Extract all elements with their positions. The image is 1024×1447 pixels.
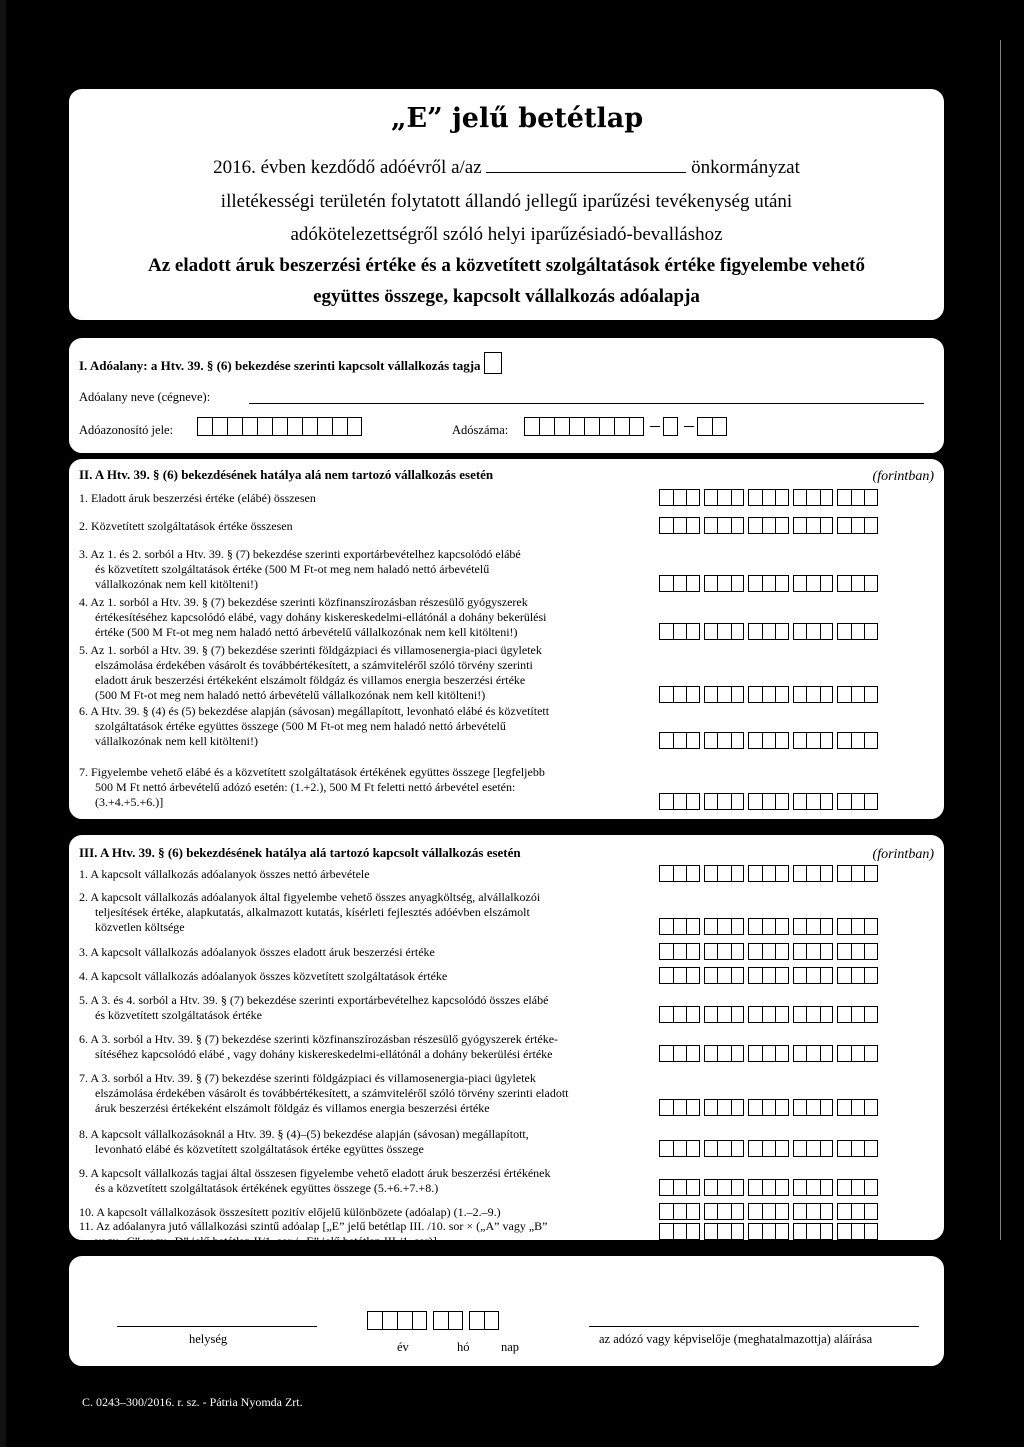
row-text: vállalkozónak nem kell kitölteni!) — [95, 577, 258, 591]
row-text: értéke (500 M Ft-ot meg nem haladó nettó árbevételű vállalkozónak nem kell kitölteni!) — [95, 625, 518, 639]
amount-boxes[interactable] — [659, 1179, 882, 1196]
row-text: 7. Figyelembe vehető elábé és a közvetített szolgáltatások értékének együttes összege [legfeljebb — [79, 765, 545, 779]
row-text: levonható elábé és közvetített szolgáltatások értéke együttes összege — [95, 1142, 424, 1156]
header-line-1: 2016. évben kezdődő adóévről a/az önkormányzat — [213, 157, 800, 178]
section-2-heading: II. A Htv. 39. § (6) bekezdésének hatálya alá nem tartozó vállalkozás esetén — [79, 467, 494, 482]
row-text: 9. A kapcsolt vállalkozás tagjai által összesen figyelembe vehető eladott áruk beszerzési értékének — [79, 1166, 551, 1180]
row-text: 6. A 3. sorból a Htv. 39. § (7) bekezdése szerinti közfinanszírozásban részesülő gyógyszerek értéke- — [79, 1032, 559, 1046]
row-text: és közvetített szolgáltatások értéke (500 M Ft-ot meg nem haladó nettó árbevételű — [95, 562, 490, 576]
row-text: sítéséhez kapcsolódó elábé , vagy dohány kiskereskedelmi-ellátónál a dohány bekerülési értéke — [95, 1047, 553, 1061]
footer-panel — [68, 1255, 945, 1367]
amount-boxes[interactable] — [659, 1045, 882, 1062]
section-3-unit: (forintban) — [872, 847, 934, 862]
row-text: vagy „C” vagy „D” jelű betétlap II/1. sor / „E” jelű betétlap III./1. sor)] — [95, 1234, 437, 1248]
amount-boxes[interactable] — [659, 943, 882, 960]
amount-boxes[interactable] — [659, 918, 882, 935]
header-panel — [68, 88, 945, 321]
section-3-heading: III. A Htv. 39. § (6) bekezdésének hatálya alá tartozó kapcsolt vállalkozás esetén — [79, 845, 521, 860]
place-field[interactable] — [117, 1326, 317, 1327]
row-text: közvetlen költsége — [95, 920, 185, 934]
amount-boxes[interactable] — [659, 732, 882, 749]
signature-label: az adózó vagy képviselője (meghatalmazottja) aláírása — [599, 1332, 873, 1346]
tax-id-boxes[interactable] — [197, 417, 365, 436]
row-text: 5. Az 1. sorból a Htv. 39. § (7) bekezdése szerinti földgázpiaci és villamosenergia-piaci ügyletek — [79, 643, 542, 657]
form-code: C. 0243–300/2016. r. sz. - Pátria Nyomda Zrt. — [82, 1395, 303, 1409]
row-text: 1. A kapcsolt vállalkozás adóalanyok összes nettó árbevétele — [79, 867, 370, 881]
section-3-panel — [68, 834, 945, 1248]
tax-id-label: Adóazonosító jele: — [79, 423, 174, 437]
row-text: 500 M Ft nettó árbevételű adózó esetén: (1.+2.), 500 M Ft feletti nettó árbevétel esetén: — [95, 780, 516, 794]
amount-boxes[interactable] — [659, 1099, 882, 1116]
tax-number-boxes[interactable] — [524, 417, 730, 436]
row-text: elszámolása érdekében vásárolt és továbbértékesített, a számviteléről szóló törvény szerinti — [95, 658, 533, 672]
row-text: eladott áruk beszerzési értékeként elszámolt földgáz és villamos energia beszerzési értéke — [95, 673, 526, 687]
row-text: 2. A kapcsolt vállalkozás adóalanyok által figyelembe vehető összes anyagköltség, alvállalkozói — [79, 890, 541, 904]
amount-boxes[interactable] — [659, 686, 882, 703]
row-text: (500 M Ft-ot meg nem haladó nettó árbevételű vállalkozónak nem kell kitölteni!) — [95, 688, 486, 702]
row-text: elszámolása érdekében vásárolt és továbbértékesített, a számviteléről szóló törvény szerinti eladott — [95, 1086, 569, 1100]
row-text: 7. A 3. sorból a Htv. 39. § (7) bekezdése szerinti földgázpiaci és villamosenergia-piaci ügyletek — [79, 1071, 536, 1085]
section-2-panel — [68, 458, 945, 820]
row-text: 4. Az 1. sorból a Htv. 39. § (7) bekezdése szerinti közfinanszírozásban részesülő gyógyszerek — [79, 595, 528, 609]
row-text: 8. A kapcsolt vállalkozásoknál a Htv. 39. § (4)–(5) bekezdése alapján (sávosan) megállapított, — [79, 1127, 529, 1141]
month-label: hó — [457, 1340, 470, 1354]
header-line-2: illetékességi területén folytatott állandó jellegű iparűzési tevékenység utáni — [220, 191, 793, 212]
day-label: nap — [501, 1340, 520, 1354]
taxpayer-name-label: Adóalany neve (cégneve): — [79, 390, 211, 404]
row-text: áruk beszerzési értékeként elszámolt földgáz és villamos energia beszerzési értéke — [95, 1101, 490, 1115]
row-text: 11. Az adóalanyra jutó vállalkozási szintű adóalap [„E” jelű betétlap III. /10. sor × („A” vagy „B” — [79, 1219, 548, 1233]
header-line-5: együttes összege, kapcsolt vállalkozás adóalapja — [313, 286, 700, 307]
section-1-heading: I. Adóalany: a Htv. 39. § (6) bekezdése szerinti kapcsolt vállalkozás tagja — [79, 352, 502, 374]
scan-edge-right — [1000, 40, 1001, 1240]
taxpayer-name-field[interactable] — [249, 403, 924, 404]
row-text: 1. Eladott áruk beszerzési értéke (elábé) összesen — [79, 491, 316, 505]
row-text: 2. Közvetített szolgáltatások értéke összesen — [79, 519, 293, 533]
row-text: (3.+4.+5.+6.)] — [95, 795, 164, 809]
municipality-field[interactable] — [486, 158, 686, 173]
row-text: 6. A Htv. 39. § (4) és (5) bekezdése alapján (sávosan) megállapított, levonható elábé és közvetített — [79, 704, 550, 718]
scan-edge — [0, 0, 6, 1447]
amount-boxes[interactable] — [659, 623, 882, 640]
member-checkbox[interactable] — [484, 352, 502, 374]
row-text: vállalkozónak nem kell kitölteni!) — [95, 734, 258, 748]
amount-boxes[interactable] — [659, 517, 882, 534]
year-label: év — [397, 1340, 409, 1354]
row-text: és közvetített szolgáltatások értéke — [95, 1008, 262, 1022]
header-line-3: adókötelezettségről szóló helyi iparűzésiadó-bevalláshoz — [290, 224, 723, 245]
amount-boxes[interactable] — [659, 1006, 882, 1023]
signature-field[interactable] — [589, 1326, 919, 1327]
row-text: 3. A kapcsolt vállalkozás adóalanyok összes eladott áruk beszerzési értéke — [79, 945, 435, 959]
section-2-unit: (forintban) — [872, 469, 934, 484]
row-text: 10. A kapcsolt vállalkozások összesített pozitív előjelű különbözete (adóalap) (1.–2.–9.) — [79, 1205, 501, 1219]
section-1-panel — [68, 337, 945, 454]
header-line-4: Az eladott áruk beszerzési értéke és a közvetített szolgáltatások értéke figyelembe vehető — [147, 255, 865, 276]
place-label: helység — [189, 1332, 228, 1346]
amount-boxes[interactable] — [659, 1140, 882, 1157]
amount-boxes[interactable] — [659, 967, 882, 984]
tax-number-label: Adószáma: — [452, 423, 509, 437]
amount-boxes[interactable] — [659, 575, 882, 592]
amount-boxes[interactable] — [659, 793, 882, 810]
amount-boxes[interactable] — [659, 1223, 882, 1240]
amount-boxes[interactable] — [659, 865, 882, 882]
row-text: szolgáltatások értéke együttes összege (500 M Ft-ot meg nem haladó nettó árbevételű — [95, 719, 506, 733]
row-text: 4. A kapcsolt vállalkozás adóalanyok összes közvetített szolgáltatások értéke — [79, 969, 448, 983]
row-text: 3. Az 1. és 2. sorból a Htv. 39. § (7) bekezdése szerinti exportárbevételhez kapcsolódó elábé — [79, 547, 521, 561]
amount-boxes[interactable] — [659, 1203, 882, 1220]
row-text: és a közvetített szolgáltatások értékének együttes összege (5.+6.+7.+8.) — [95, 1181, 439, 1195]
page-title: „E” jelű betétlap — [391, 103, 644, 134]
row-text: 5. A 3. és 4. sorból a Htv. 39. § (7) bekezdése szerinti exportárbevételhez kapcsolódó összes elábé — [79, 993, 549, 1007]
amount-boxes[interactable] — [659, 489, 882, 506]
row-text: értékesítéséhez kapcsolódó elábé, vagy dohány kiskereskedelmi-ellátónál a dohány bekerülési — [95, 610, 547, 624]
date-boxes[interactable] — [367, 1311, 502, 1330]
row-text: teljesítések értéke, alapkutatás, alkalmazott kutatás, kísérleti fejlesztés adóévben elszámolt — [95, 905, 530, 919]
